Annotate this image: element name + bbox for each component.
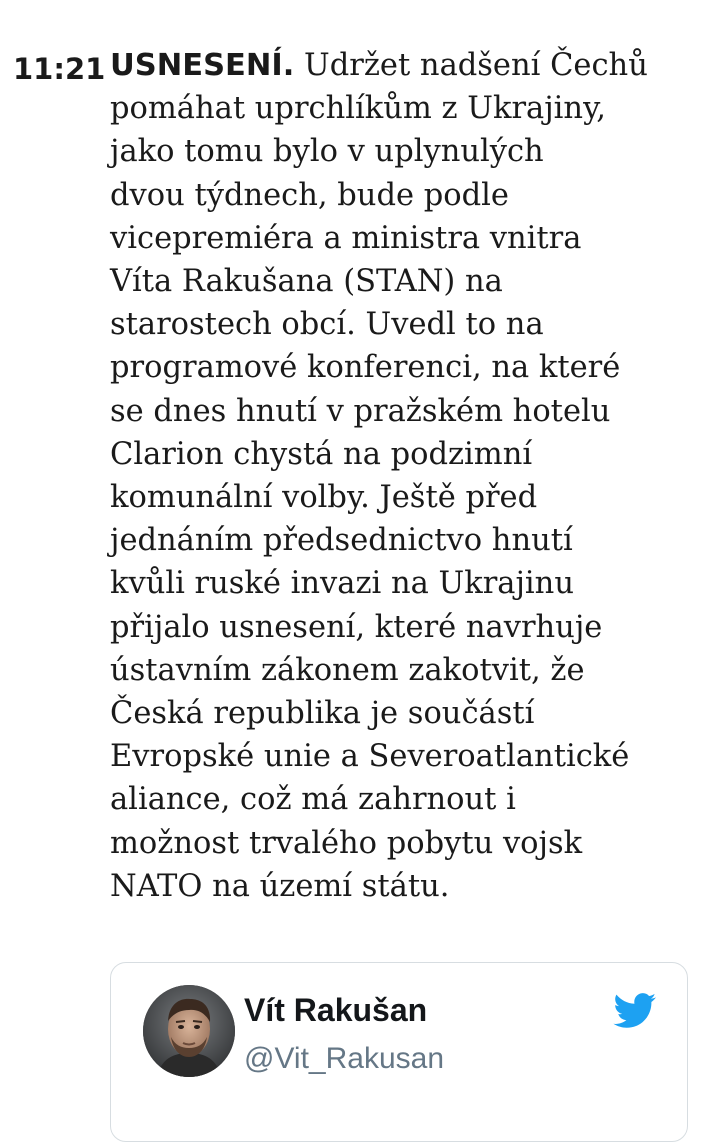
article-line: Česká republika je součástí xyxy=(110,696,535,732)
article-line: jako tomu bylo v uplynulých xyxy=(110,134,544,170)
tweet-author-handle[interactable]: @Vit_Rakusan xyxy=(244,1042,445,1075)
article-line: kvůli ruské invazi na Ukrajinu xyxy=(110,566,574,602)
entry-time: 11:21 xyxy=(13,52,106,86)
twitter-bird-icon[interactable] xyxy=(613,993,657,1029)
article-line: starostech obcí. Uvedl to na xyxy=(110,307,544,343)
avatar[interactable] xyxy=(143,985,235,1077)
article-line: programové konferenci, na které xyxy=(110,350,621,386)
article-line: možnost trvalého pobytu vojsk xyxy=(110,825,583,861)
article-line: se dnes hnutí v pražském hotelu xyxy=(110,393,611,429)
article-line: komunální volby. Ještě před xyxy=(110,480,538,516)
article-line: jednáním předsednictvo hnutí xyxy=(110,523,573,559)
article-line: aliance, což má zahrnout i xyxy=(110,782,516,818)
article-line: přijalo usnesení, které navrhuje xyxy=(110,609,603,645)
article-line: Udržet nadšení Čechů xyxy=(294,48,648,83)
article-lead: USNESENÍ. xyxy=(110,48,295,83)
embedded-tweet-card[interactable] xyxy=(110,962,688,1142)
article-line: Evropské unie a Severoatlantické xyxy=(110,739,630,775)
article-text xyxy=(110,44,710,908)
article-line: NATO na území státu. xyxy=(110,868,450,904)
article-line: dvou týdnech, bude podle xyxy=(110,177,509,213)
article-line: pomáhat uprchlíkům z Ukrajiny, xyxy=(110,91,606,127)
article-line: vicepremiéra a ministra vnitra xyxy=(110,220,582,256)
article-line: ústavním zákonem zakotvit, že xyxy=(110,652,585,688)
avatar-portrait xyxy=(143,985,235,1077)
article-line: Clarion chystá na podzimní xyxy=(110,436,533,472)
article-line: Víta Rakušana (STAN) na xyxy=(110,264,503,300)
tweet-author-name[interactable]: Vít Rakušan xyxy=(244,992,428,1028)
